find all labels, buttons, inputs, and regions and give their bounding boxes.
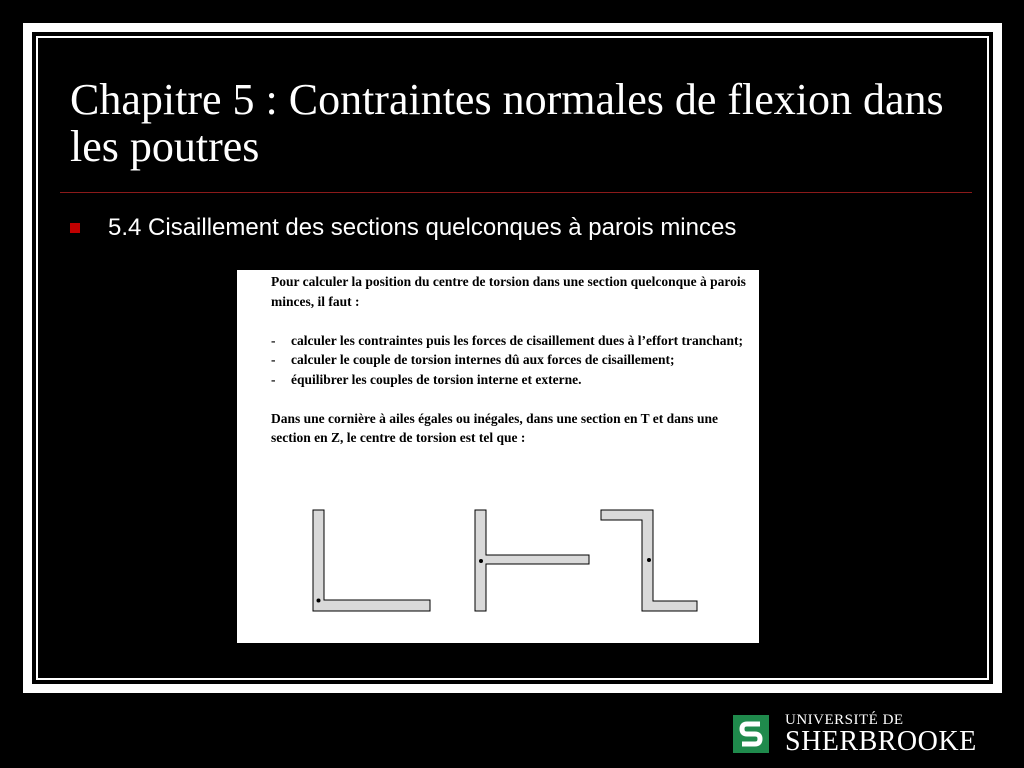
- sherbrooke-s-icon: [733, 715, 769, 753]
- angle-section-shape: [313, 510, 430, 611]
- logo-line1: UNIVERSITÉ DE: [785, 711, 904, 728]
- figure-intro: Pour calculer la position du centre de torsion dans une section quelconque à parois minces, il faut :: [271, 274, 746, 309]
- shear-center-dot: [479, 559, 483, 563]
- bullet-item: [70, 212, 736, 244]
- figure-steps: [271, 331, 757, 390]
- shear-center-dot: [647, 558, 651, 562]
- figure-step: - équilibrer les couples de torsion interne et externe.: [271, 370, 757, 390]
- figure-text: [271, 272, 757, 448]
- section-shapes: [237, 500, 759, 620]
- figure-step: - calculer les contraintes puis les forces de cisaillement dues à l’effort tranchant;: [271, 331, 757, 351]
- university-logo: [733, 712, 977, 756]
- figure-step: - calculer le couple de torsion internes dû aux forces de cisaillement;: [271, 350, 757, 370]
- tee-section-shape: [475, 510, 589, 611]
- figure-image: [237, 270, 759, 643]
- figure-conclusion: Dans une cornière à ailes égales ou inégales, dans une section en T et dans une section en Z, le centre de torsion est tel que :: [271, 410, 719, 445]
- logo-wordmark: [785, 713, 977, 756]
- bullet-text: 5.4 Cisaillement des sections quelconques à parois minces: [108, 214, 737, 241]
- shear-center-dot: [317, 599, 321, 603]
- slide-title: Chapitre 5 : Contraintes normales de flexion dans les poutres: [70, 75, 944, 171]
- logo-line2: SHERBROOKE: [785, 725, 977, 757]
- bullet-square-icon: [70, 223, 80, 233]
- title-divider: [60, 192, 972, 193]
